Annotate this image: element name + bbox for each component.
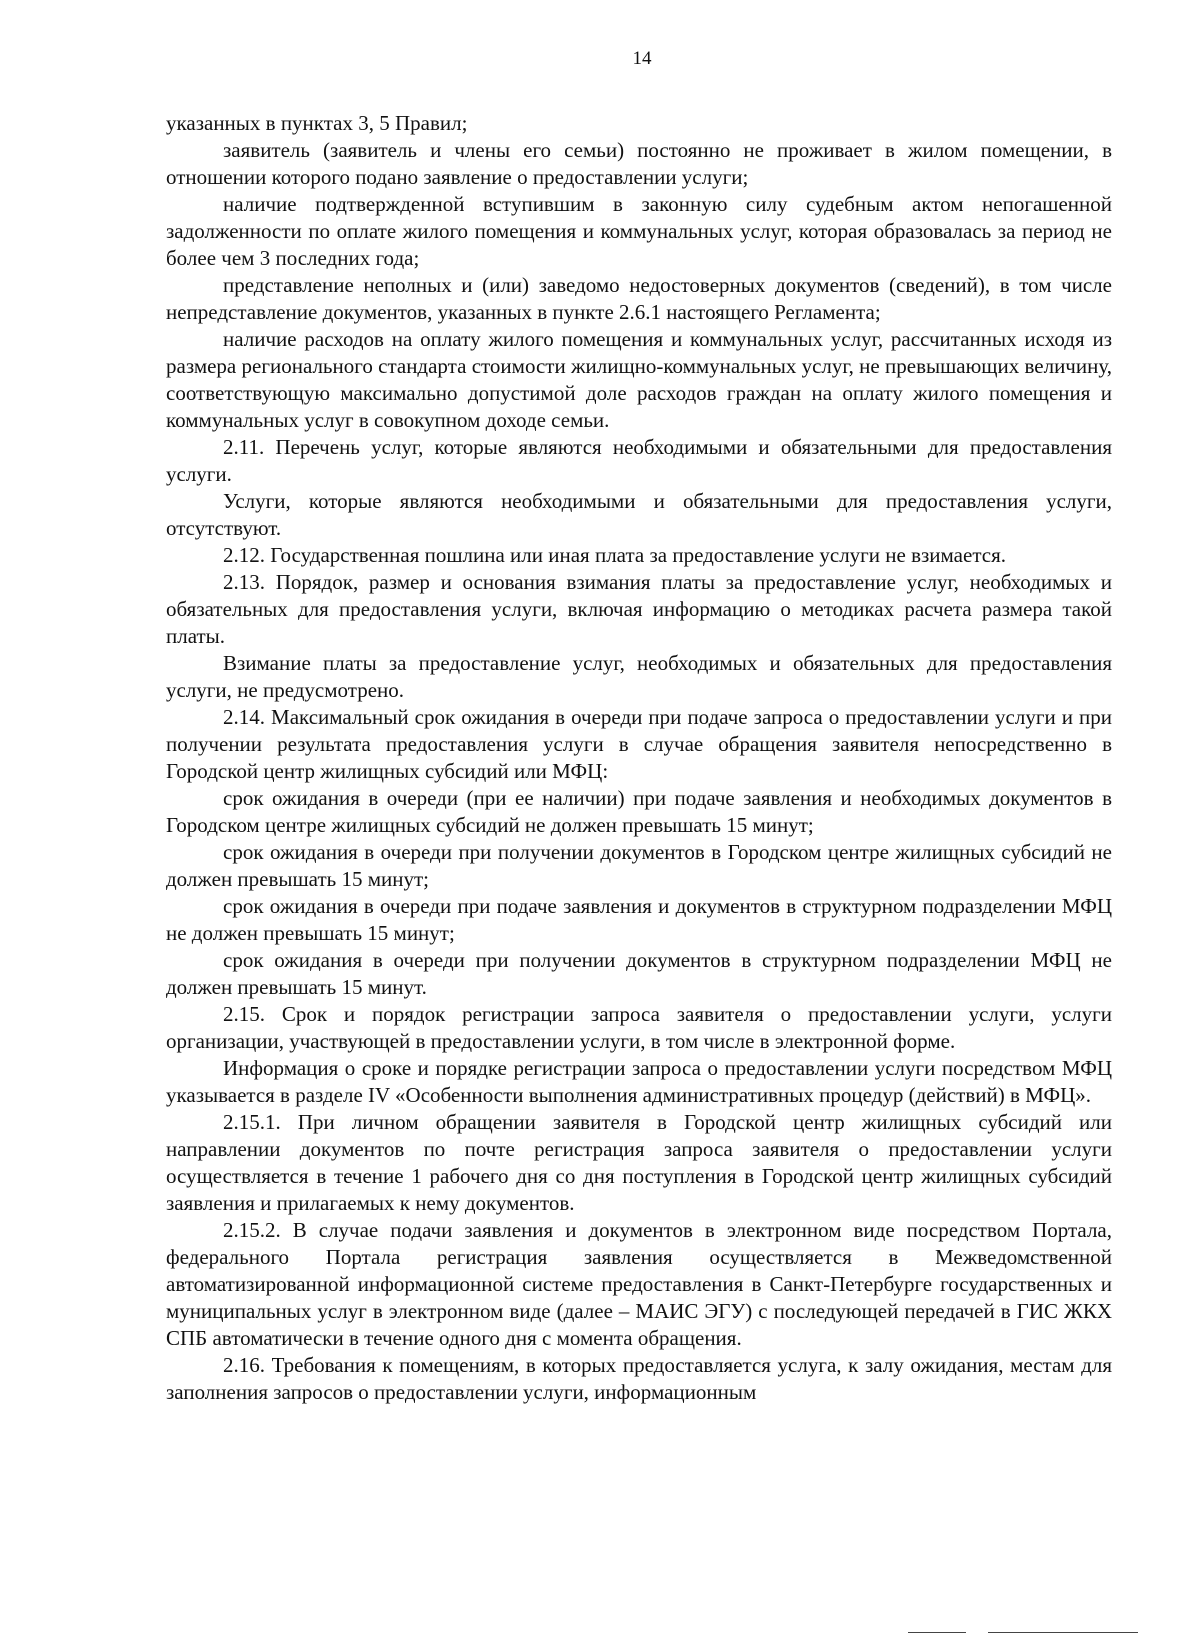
- section-2-13-text: Взимание платы за предоставление услуг, необходимых и обязательных для предоставления услуги, не предусмотрено.: [166, 651, 1112, 702]
- section-2-11-text: Услуги, которые являются необходимыми и обязательными для предоставления услуги, отсутствуют.: [166, 489, 1112, 540]
- section-2-15-2: 2.15.2. В случае подачи заявления и документов в электронном виде посредством Портала, федерального Портала регистрация заявления осуществляется в Межведомственной автоматизированной информационной системе предоставления в Санкт-Петербурге государственных и муниципальных услуг в электронном виде (далее – МАИС ЭГУ) с последующей передачей в ГИС ЖКХ СПБ автоматически в течение одного дня с момента обращения.: [166, 1218, 1112, 1350]
- paragraph-ground-not-residing: заявитель (заявитель и члены его семьи) постоянно не проживает в жилом помещении, в отношении которого подано заявление о предоставлении услуги;: [166, 138, 1112, 189]
- section-2-14-item-4: срок ожидания в очереди при получении документов в структурном подразделении МФЦ не должен превышать 15 минут.: [166, 948, 1112, 999]
- section-2-15-heading: 2.15. Срок и порядок регистрации запроса заявителя о предоставлении услуги, услуги организации, участвующей в предоставлении услуги, в том числе в электронной форме.: [166, 1002, 1112, 1053]
- paragraph-ground-expenses: наличие расходов на оплату жилого помещения и коммунальных услуг, рассчитанных исходя из размера регионального стандарта стоимости жилищно-коммунальных услуг, не превышающих величину, соответствующую максимально допустимой доле расходов граждан на оплату жилого помещения и коммунальных услуг в совокупном доходе семьи.: [166, 327, 1112, 432]
- footer-line-long: [988, 1632, 1138, 1633]
- section-2-15-1: 2.15.1. При личном обращении заявителя в Городской центр жилищных субсидий или направлении документов по почте регистрация запроса заявителя о предоставлении услуги осуществляется в течение 1 рабочего дня со дня поступления в Городской центр жилищных субсидий заявления и прилагаемых к нему документов.: [166, 1110, 1112, 1215]
- paragraph-ground-debt: наличие подтвержденной вступившим в законную силу судебным актом непогашенной задолженности по оплате жилого помещения и коммунальных услуг, которая образовалась за период не более чем 3 последних года;: [166, 192, 1112, 270]
- section-2-11-heading: 2.11. Перечень услуг, которые являются необходимыми и обязательными для предоставления услуги.: [166, 435, 1112, 486]
- section-2-14-item-3: срок ожидания в очереди при подаче заявления и документов в структурном подразделении МФЦ не должен превышать 15 минут;: [166, 894, 1112, 945]
- paragraph-ground-incomplete-documents: представление неполных и (или) заведомо недостоверных документов (сведений), в том числе непредставление документов, указанных в пункте 2.6.1 настоящего Регламента;: [166, 273, 1112, 324]
- section-2-14-item-1: срок ожидания в очереди (при ее наличии) при подаче заявления и необходимых документов в Городском центре жилищных субсидий не должен превышать 15 минут;: [166, 786, 1112, 837]
- section-2-14-heading: 2.14. Максимальный срок ожидания в очереди при подаче запроса о предоставлении услуги и при получении результата предоставления услуги в случае обращения заявителя непосредственно в Городской центр жилищных субсидий или МФЦ:: [166, 705, 1112, 783]
- footer-line-short: [908, 1632, 966, 1633]
- section-2-12: 2.12. Государственная пошлина или иная плата за предоставление услуги не взимается.: [223, 543, 1006, 567]
- document-body: [166, 110, 1112, 1406]
- footer-divider: [908, 1632, 1138, 1635]
- section-2-15-text: Информация о сроке и порядке регистрации запроса о предоставлении услуги посредством МФЦ указывается в разделе IV «Особенности выполнения административных процедур (действий) в МФЦ».: [166, 1056, 1112, 1107]
- paragraph-continuation: указанных в пунктах 3, 5 Правил;: [166, 111, 468, 135]
- section-2-14-item-2: срок ожидания в очереди при получении документов в Городском центре жилищных субсидий не должен превышать 15 минут;: [166, 840, 1112, 891]
- section-2-13-heading: 2.13. Порядок, размер и основания взимания платы за предоставление услуг, необходимых и обязательных для предоставления услуги, включая информацию о методиках расчета размера такой платы.: [166, 570, 1112, 648]
- section-2-16-heading: 2.16. Требования к помещениям, в которых предоставляется услуга, к залу ожидания, местам для заполнения запросов о предоставлении услуги, информационным: [166, 1353, 1112, 1404]
- page-number: 14: [632, 48, 652, 69]
